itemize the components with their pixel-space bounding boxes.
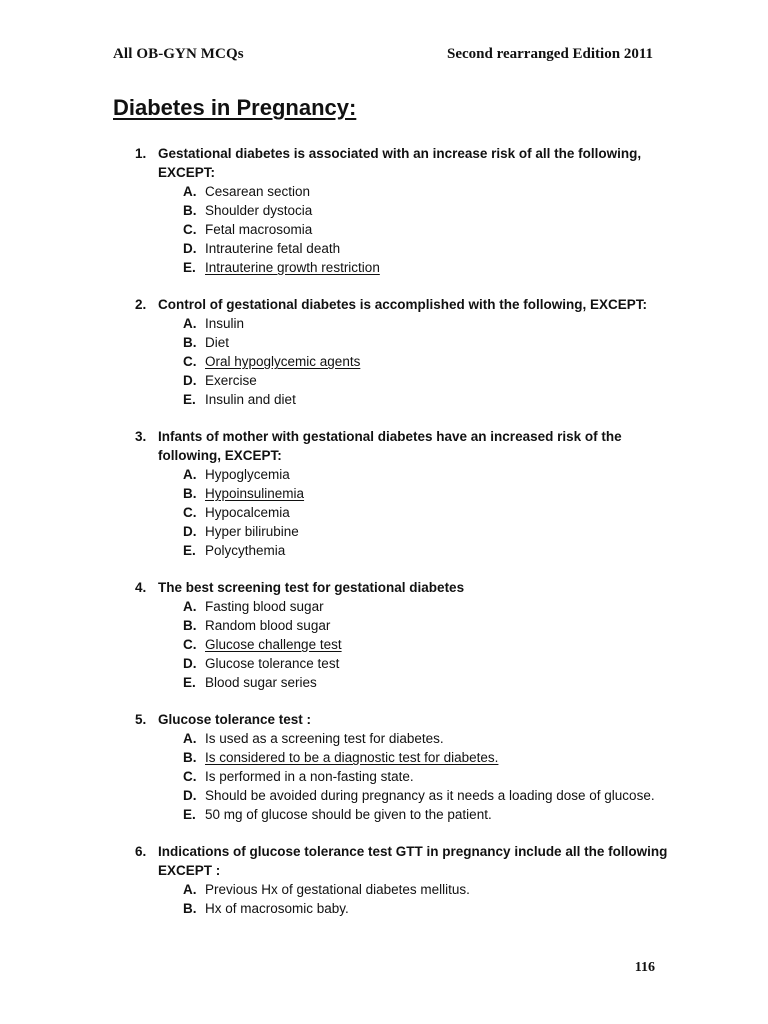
option-text: Insulin and diet: [205, 392, 296, 407]
option-letter: D.: [183, 656, 197, 671]
answer-option: [0, 654, 768, 673]
option-list: [0, 465, 768, 560]
option-text: Shoulder dystocia: [205, 203, 313, 218]
question-stem: [0, 578, 768, 597]
option-list: [0, 314, 768, 409]
answer-option: [0, 635, 768, 654]
option-text: Hypoglycemia: [205, 467, 290, 482]
option-letter: A.: [183, 467, 197, 482]
option-text: Hyper bilirubine: [205, 524, 299, 539]
answer-option: [0, 465, 768, 484]
option-text: Polycythemia: [205, 543, 286, 558]
answer-option: [0, 182, 768, 201]
option-letter: B.: [183, 486, 197, 501]
question-number: 4.: [135, 580, 147, 595]
option-letter: D.: [183, 373, 197, 388]
option-text: Insulin: [205, 316, 245, 331]
option-letter: C.: [183, 769, 197, 784]
option-text: Random blood sugar: [205, 618, 331, 633]
option-letter: A.: [183, 599, 197, 614]
answer-option: [0, 258, 768, 277]
correct-answer-text: Hypoinsulinemia: [205, 486, 305, 501]
option-text: Fetal macrosomia: [205, 222, 313, 237]
option-list: [0, 182, 768, 277]
answer-option: [0, 522, 768, 541]
question-text: Control of gestational diabetes is accomplished with the following, EXCEPT:: [158, 297, 648, 312]
answer-option: [0, 616, 768, 635]
option-text: Is performed in a non-fasting state.: [205, 769, 414, 784]
option-letter: E.: [183, 392, 196, 407]
question-number: 5.: [135, 712, 147, 727]
option-text: Diet: [205, 335, 230, 350]
option-letter: B.: [183, 335, 197, 350]
answer-option: [0, 673, 768, 692]
option-list: [0, 880, 768, 918]
answer-option: [0, 333, 768, 352]
option-text: 50 mg of glucose should be given to the patient.: [205, 807, 492, 822]
option-letter: C.: [183, 222, 197, 237]
page-title: Diabetes in Pregnancy:: [113, 95, 357, 120]
option-letter: E.: [183, 807, 196, 822]
answer-option: [0, 503, 768, 522]
correct-answer-text: Intrauterine growth restriction: [205, 260, 380, 275]
option-text: Cesarean section: [205, 184, 311, 199]
question-item: [0, 144, 768, 277]
option-letter: E.: [183, 543, 196, 558]
answer-option: [0, 786, 768, 805]
correct-answer-text: Is considered to be a diagnostic test for diabetes.: [205, 750, 499, 765]
question-stem: [0, 710, 768, 729]
option-text: Hypocalcemia: [205, 505, 290, 520]
option-text: Exercise: [205, 373, 257, 388]
question-text: Glucose tolerance test :: [158, 712, 312, 727]
page-number: 116: [634, 960, 655, 975]
question-stem: [0, 144, 768, 182]
option-letter: D.: [183, 524, 197, 539]
question-item: [0, 842, 768, 918]
question-stem: [0, 427, 768, 465]
question-list: [0, 144, 768, 936]
question-text: The best screening test for gestational diabetes: [158, 580, 465, 595]
correct-answer-text: Oral hypoglycemic agents: [205, 354, 361, 369]
answer-option: [0, 201, 768, 220]
question-number: 3.: [135, 429, 147, 444]
answer-option: [0, 239, 768, 258]
option-letter: E.: [183, 675, 196, 690]
option-text: Should be avoided during pregnancy as it needs a loading dose of glucose.: [205, 788, 655, 803]
question-text: Indications of glucose tolerance test GTT in pregnancy include all the following EXCEPT :: [158, 844, 668, 878]
answer-option: [0, 390, 768, 409]
question-number: 6.: [135, 844, 147, 859]
question-item: [0, 710, 768, 824]
answer-option: [0, 899, 768, 918]
option-letter: D.: [183, 241, 197, 256]
answer-option: [0, 748, 768, 767]
question-text: Gestational diabetes is associated with an increase risk of all the following, EXCEPT:: [158, 146, 642, 180]
option-letter: C.: [183, 354, 197, 369]
option-letter: D.: [183, 788, 197, 803]
option-letter: A.: [183, 731, 197, 746]
question-number: 1.: [135, 146, 147, 161]
option-letter: C.: [183, 505, 197, 520]
option-text: Is used as a screening test for diabetes.: [205, 731, 444, 746]
question-item: [0, 427, 768, 560]
option-letter: E.: [183, 260, 196, 275]
option-list: [0, 597, 768, 692]
question-item: [0, 295, 768, 409]
answer-option: [0, 484, 768, 503]
option-list: [0, 729, 768, 824]
answer-option: [0, 314, 768, 333]
question-text: Infants of mother with gestational diabetes have an increased risk of the following, EXCEPT:: [158, 429, 622, 463]
option-text: Previous Hx of gestational diabetes mellitus.: [205, 882, 470, 897]
option-letter: B.: [183, 901, 197, 916]
option-text: Glucose tolerance test: [205, 656, 340, 671]
option-letter: C.: [183, 637, 197, 652]
answer-option: [0, 352, 768, 371]
answer-option: [0, 805, 768, 824]
question-stem: [0, 295, 768, 314]
answer-option: [0, 371, 768, 390]
header-edition: Second rearranged Edition 2011: [447, 46, 653, 62]
option-text: Intrauterine fetal death: [205, 241, 341, 256]
answer-option: [0, 541, 768, 560]
question-stem: [0, 842, 768, 880]
option-letter: B.: [183, 750, 197, 765]
option-text: Blood sugar series: [205, 675, 317, 690]
option-letter: A.: [183, 184, 197, 199]
question-item: [0, 578, 768, 692]
option-text: Fasting blood sugar: [205, 599, 324, 614]
option-letter: B.: [183, 203, 197, 218]
answer-option: [0, 880, 768, 899]
answer-option: [0, 729, 768, 748]
question-number: 2.: [135, 297, 147, 312]
option-text: Hx of macrosomic baby.: [205, 901, 349, 916]
option-letter: B.: [183, 618, 197, 633]
header-book-title: All OB-GYN MCQs: [113, 46, 244, 62]
answer-option: [0, 220, 768, 239]
option-letter: A.: [183, 882, 197, 897]
answer-option: [0, 597, 768, 616]
correct-answer-text: Glucose challenge test: [205, 637, 342, 652]
answer-option: [0, 767, 768, 786]
option-letter: A.: [183, 316, 197, 331]
